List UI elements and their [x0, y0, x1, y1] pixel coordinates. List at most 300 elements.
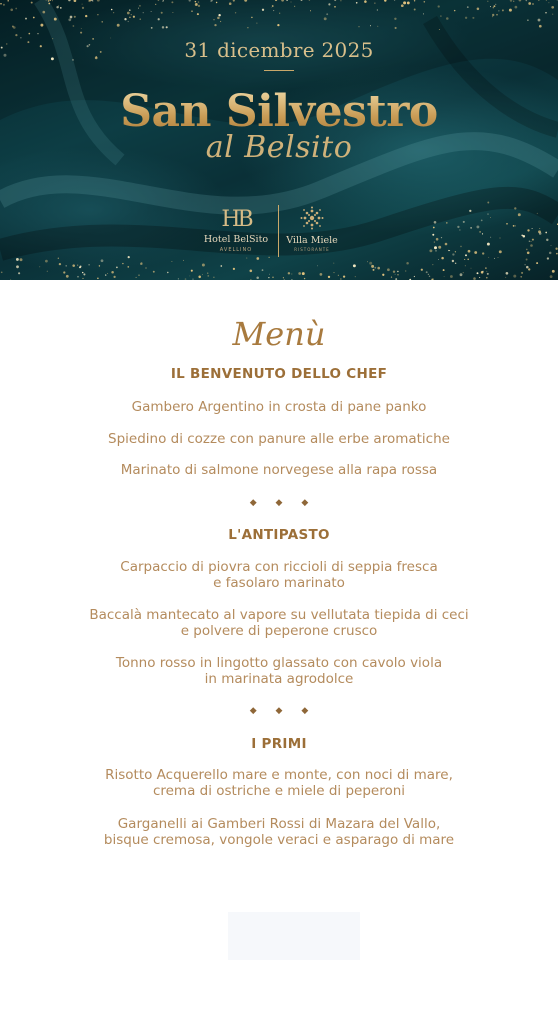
glitter-dot [432, 264, 433, 265]
glitter-dot [129, 17, 130, 18]
glitter-dot [374, 267, 376, 269]
glitter-dot [42, 11, 45, 14]
glitter-dot [356, 2, 358, 4]
glitter-dot [129, 9, 131, 11]
glitter-dot [81, 28, 82, 29]
glitter-dot [424, 1, 426, 3]
glitter-dot [183, 260, 184, 261]
glitter-dot [207, 275, 209, 277]
menu-dish: Tonno rosso in lingotto glassato con cavolo viola in marinata agrodolce [115, 655, 443, 687]
glitter-dot [220, 21, 221, 22]
glitter-dot [16, 258, 19, 261]
glitter-dot [464, 259, 465, 260]
glitter-dot [113, 12, 114, 13]
glitter-dot [467, 6, 469, 8]
glitter-dot [56, 6, 58, 8]
glitter-dot [68, 18, 71, 21]
glitter-dot [547, 257, 549, 259]
glitter-dot [549, 252, 552, 255]
glitter-dot [111, 9, 113, 11]
glitter-dot [195, 3, 198, 6]
glitter-dot [158, 0, 160, 1]
glitter-dot [340, 0, 341, 1]
glitter-dot [487, 273, 489, 275]
glitter-dot [70, 16, 73, 19]
glitter-dot [18, 272, 20, 274]
glitter-dot [40, 24, 43, 27]
glitter-dot [532, 239, 534, 241]
glitter-dot [539, 228, 540, 229]
glitter-dot [440, 15, 441, 16]
glitter-dot [139, 5, 141, 7]
glitter-dot [207, 273, 208, 274]
glitter-dot [529, 241, 530, 242]
glitter-dot [471, 268, 472, 269]
glitter-dot [269, 274, 270, 275]
glitter-dot [546, 0, 547, 1]
glitter-dot [550, 275, 553, 278]
glitter-dot [463, 272, 464, 273]
glitter-dot [536, 262, 538, 264]
glitter-dot [262, 269, 264, 271]
hb-monogram: HB [221, 207, 251, 232]
glitter-dot [494, 258, 495, 259]
glitter-dot [216, 2, 217, 3]
glitter-dot [498, 257, 499, 258]
glitter-dot [333, 272, 334, 273]
hotel-name: Hotel BelSito [203, 234, 269, 245]
glitter-dot [552, 14, 553, 15]
logo-divider [278, 205, 279, 257]
glitter-dot [60, 7, 62, 9]
glitter-dot [189, 0, 191, 2]
glitter-dot [195, 1, 197, 3]
glitter-dot [189, 275, 190, 276]
glitter-dot [256, 23, 257, 24]
glitter-dot [68, 0, 71, 1]
glitter-dot [326, 13, 328, 15]
glitter-dot [171, 1, 173, 3]
hero-banner [0, 0, 558, 280]
glitter-dot [526, 249, 528, 251]
glitter-dot [457, 226, 459, 228]
villa-miele-logo [281, 205, 343, 253]
glitter-dot [496, 14, 498, 16]
glitter-dot [394, 0, 395, 1]
glitter-dot [460, 273, 463, 276]
glitter-dot [15, 8, 17, 10]
glitter-dot [275, 0, 277, 1]
glitter-dot [433, 227, 435, 229]
glitter-dot [556, 253, 558, 255]
glitter-dot [524, 264, 525, 265]
glitter-dot [530, 241, 531, 242]
glitter-dot [545, 12, 546, 13]
glitter-dot [39, 266, 40, 267]
glitter-dot [395, 278, 397, 280]
glitter-dot [429, 276, 430, 277]
glitter-dot [272, 276, 274, 278]
glitter-dot [395, 274, 396, 275]
event-subtitle: al Belsito [205, 130, 353, 165]
glitter-dot [83, 273, 85, 275]
glitter-dot [58, 258, 59, 259]
glitter-dot [145, 267, 146, 268]
glitter-dot [537, 213, 538, 214]
glitter-dot [7, 0, 9, 2]
glitter-dot [229, 2, 232, 5]
glitter-dot [153, 271, 155, 273]
glitter-dot [136, 277, 137, 278]
glitter-dot [256, 257, 259, 260]
glitter-dot [482, 233, 483, 234]
glitter-dot [0, 3, 2, 5]
glitter-dot [198, 1, 199, 2]
glitter-dot [433, 279, 434, 280]
glitter-dot [247, 27, 248, 28]
glitter-dot [548, 2, 549, 3]
glitter-dot [444, 276, 445, 277]
glitter-dot [162, 1, 163, 2]
glitter-dot [387, 268, 390, 271]
hotel-tagline: AVELLINO [219, 247, 253, 253]
glitter-dot [158, 18, 160, 20]
glitter-dot [432, 234, 434, 236]
glitter-dot [77, 276, 79, 278]
glitter-dot [499, 250, 502, 253]
glitter-dot [288, 272, 290, 274]
glitter-dot [459, 229, 460, 230]
glitter-dot [527, 19, 529, 21]
glitter-dot [455, 263, 456, 264]
glitter-dot [369, 262, 372, 265]
menu-dish: Carpaccio di piovra con riccioli di seppia fresca e fasolaro marinato [120, 559, 438, 591]
glitter-dot [290, 1, 291, 2]
menu-dish: Spiedino di cozze con panure alle erbe aromatiche [108, 431, 450, 447]
glitter-dot [250, 270, 253, 273]
glitter-dot [359, 26, 360, 27]
glitter-dot [10, 8, 13, 11]
glitter-dot [48, 0, 50, 2]
glitter-dot [191, 10, 193, 12]
glitter-dot [490, 217, 491, 218]
glitter-dot [498, 10, 499, 11]
glitter-dot [171, 261, 172, 262]
glitter-dot [469, 210, 471, 212]
glitter-dot [235, 12, 236, 13]
glitter-dot [455, 251, 456, 252]
glitter-dot [532, 3, 534, 5]
glitter-dot [509, 9, 512, 12]
glitter-dot [198, 276, 201, 279]
glitter-dot [421, 269, 423, 271]
glitter-dot [355, 276, 356, 277]
glitter-dot [520, 276, 522, 278]
glitter-dot [434, 246, 437, 249]
glitter-dot [127, 266, 129, 268]
glitter-dot [202, 274, 203, 275]
glitter-dot [367, 261, 368, 262]
glitter-dot [538, 0, 540, 1]
glitter-dot [521, 272, 523, 274]
glitter-dot [3, 4, 5, 6]
glitter-dot [268, 277, 269, 278]
glitter-dot [492, 16, 493, 17]
glitter-dot [414, 0, 415, 1]
glitter-dot [499, 237, 500, 238]
glitter-dot [528, 268, 530, 270]
glitter-dot [438, 5, 440, 7]
glitter-dot [49, 0, 51, 1]
glitter-dot [513, 1, 514, 2]
glitter-dot [414, 276, 415, 277]
glitter-dot [495, 4, 496, 5]
glitter-dot [294, 6, 295, 7]
glitter-dot [324, 17, 327, 20]
glitter-dot [47, 271, 48, 272]
glitter-dot [397, 271, 398, 272]
glitter-dot [530, 244, 533, 247]
glitter-dot [244, 0, 247, 2]
glitter-dot [486, 271, 487, 272]
glitter-dot [251, 17, 253, 19]
glitter-dot [167, 272, 168, 273]
glitter-dot [488, 257, 489, 258]
glitter-dot [407, 1, 410, 4]
glitter-dot [63, 271, 65, 273]
glitter-dot [273, 10, 274, 11]
restaurant-tagline: RISTORANTE [294, 247, 330, 252]
glitter-dot [317, 265, 318, 266]
glitter-dot [446, 17, 449, 20]
glitter-dot [526, 0, 528, 1]
glitter-dot [198, 5, 200, 7]
glitter-dot [374, 3, 375, 4]
glitter-dot [74, 0, 77, 2]
glitter-dot [309, 0, 311, 1]
glitter-dot [487, 202, 489, 204]
glitter-dot [15, 34, 17, 36]
glitter-dot [122, 263, 123, 264]
glitter-dot [423, 13, 424, 14]
glitter-dot [97, 277, 99, 279]
glitter-dot [465, 265, 466, 266]
glitter-dot [338, 275, 339, 276]
glitter-dot [439, 29, 440, 30]
glitter-dot [197, 13, 199, 15]
glitter-dot [13, 26, 16, 29]
glitter-dot [97, 14, 98, 15]
glitter-dot [401, 4, 404, 7]
glitter-dot [138, 8, 139, 9]
glitter-dot [393, 271, 395, 273]
glitter-dot [546, 239, 548, 241]
glitter-dot [445, 243, 448, 246]
glitter-dot [328, 3, 330, 5]
glitter-dot [527, 229, 529, 231]
glitter-dot [65, 265, 66, 266]
glitter-dot [334, 0, 336, 1]
glitter-dot [468, 250, 471, 253]
glitter-dot [88, 264, 90, 266]
glitter-dot [124, 18, 126, 20]
glitter-dot [54, 18, 57, 21]
glitter-dot [82, 278, 83, 279]
glitter-dot [429, 249, 432, 252]
glitter-dot [33, 17, 35, 19]
glitter-dot [113, 276, 115, 278]
glitter-dot [528, 2, 531, 5]
glitter-dot [193, 279, 194, 280]
glitter-dot [485, 267, 487, 269]
glitter-dot [470, 227, 472, 229]
glitter-dot [272, 5, 274, 7]
glitter-dot [233, 268, 235, 270]
glitter-dot [384, 0, 386, 2]
glitter-dot [74, 16, 76, 18]
glitter-dot [382, 274, 384, 276]
glitter-dot [438, 259, 439, 260]
glitter-dot [105, 274, 106, 275]
glitter-dot [178, 278, 179, 279]
glitter-dot [397, 274, 398, 275]
glitter-dot [45, 260, 48, 263]
glitter-dot [99, 265, 100, 266]
glitter-dot [82, 7, 84, 9]
event-title: San Silvestro [0, 86, 558, 137]
glitter-dot [214, 24, 216, 26]
glitter-dot [353, 264, 356, 267]
glitter-dot [452, 253, 454, 255]
glitter-dot [492, 14, 494, 16]
event-date: 31 dicembre 2025 [184, 38, 374, 62]
glitter-dot [1, 271, 3, 273]
glitter-dot [213, 277, 214, 278]
glitter-dot [479, 231, 481, 233]
glitter-dot [128, 256, 130, 258]
glitter-dot [88, 0, 91, 2]
glitter-dot [262, 9, 264, 11]
glitter-dot [217, 17, 220, 20]
glitter-dot [127, 12, 130, 15]
glitter-dot [210, 0, 212, 2]
glitter-dot [434, 221, 437, 224]
glitter-dot [82, 272, 83, 273]
glitter-dot [409, 279, 411, 280]
glitter-dot [377, 9, 378, 10]
section-title-primi: I PRIMI [251, 736, 307, 752]
glitter-dot [506, 223, 508, 225]
glitter-dot [155, 4, 156, 5]
date-divider [264, 70, 294, 71]
glitter-dot [552, 270, 555, 273]
glitter-dot [502, 9, 504, 11]
glitter-dot [482, 271, 484, 273]
glitter-dot [487, 214, 488, 215]
glitter-dot [414, 9, 416, 11]
glitter-dot [143, 12, 144, 13]
glitter-dot [551, 6, 554, 9]
glitter-dot [246, 258, 247, 259]
glitter-dot [490, 237, 491, 238]
glitter-dot [191, 270, 193, 272]
glitter-dot [450, 275, 453, 278]
glitter-dot [281, 0, 284, 2]
glitter-dot [474, 251, 477, 254]
glitter-dot [436, 238, 439, 241]
menu-dish: Garganelli ai Gamberi Rossi di Mazara del Vallo, bisque cremosa, vongole veraci e asparago di mare [103, 816, 455, 848]
glitter-dot [283, 277, 284, 278]
glitter-dot [465, 254, 467, 256]
glitter-dot [394, 18, 396, 20]
glitter-dot [172, 12, 173, 13]
glitter-dot [506, 272, 509, 275]
glitter-dot [488, 1, 489, 2]
glitter-dot [77, 265, 78, 266]
glitter-dot [151, 11, 152, 12]
glitter-dot [310, 10, 311, 11]
glitter-dot [486, 277, 488, 279]
glitter-dot [403, 1, 406, 4]
glitter-dot [101, 21, 102, 22]
glitter-dot [532, 228, 533, 229]
glitter-dot [31, 2, 33, 4]
glitter-dot [140, 262, 143, 265]
glitter-dot [406, 262, 409, 265]
menu-dish: Gambero Argentino in crosta di pane panko [131, 399, 427, 415]
glitter-dot [29, 33, 31, 35]
glitter-dot [545, 232, 547, 234]
glitter-dot [46, 0, 47, 1]
restaurant-name: Villa Miele [286, 235, 338, 246]
glitter-dot [72, 264, 75, 267]
glitter-dot [101, 259, 104, 262]
hotel-belsito-logo [196, 208, 276, 254]
glitter-dot [441, 237, 442, 238]
glitter-dot [465, 17, 467, 19]
glitter-dot [250, 279, 251, 280]
glitter-dot [539, 25, 542, 28]
section-title-antipasto: L'ANTIPASTO [228, 527, 330, 543]
glitter-dot [515, 6, 518, 9]
glitter-dot [85, 15, 87, 17]
glitter-dot [20, 258, 23, 261]
footer-placeholder [228, 912, 360, 960]
glitter-dot [161, 12, 163, 14]
glitter-dot [493, 7, 494, 8]
glitter-dot [395, 27, 397, 29]
glitter-dot [233, 0, 235, 2]
glitter-dot [334, 6, 336, 8]
glitter-dot [513, 225, 515, 227]
glitter-dot [446, 222, 448, 224]
glitter-dot [472, 17, 474, 19]
glitter-dot [481, 220, 483, 222]
glitter-dot [514, 207, 516, 209]
glitter-dot [377, 267, 380, 270]
glitter-dot [301, 0, 303, 1]
glitter-dot [213, 19, 214, 20]
glitter-dot [111, 271, 114, 274]
glitter-dot [441, 257, 444, 260]
glitter-dot [473, 277, 476, 280]
glitter-dot [526, 259, 528, 261]
glitter-dot [518, 213, 521, 216]
glitter-dot [48, 3, 50, 5]
glitter-dot [10, 279, 11, 280]
glitter-dot [460, 246, 462, 248]
glitter-dot [256, 276, 259, 279]
